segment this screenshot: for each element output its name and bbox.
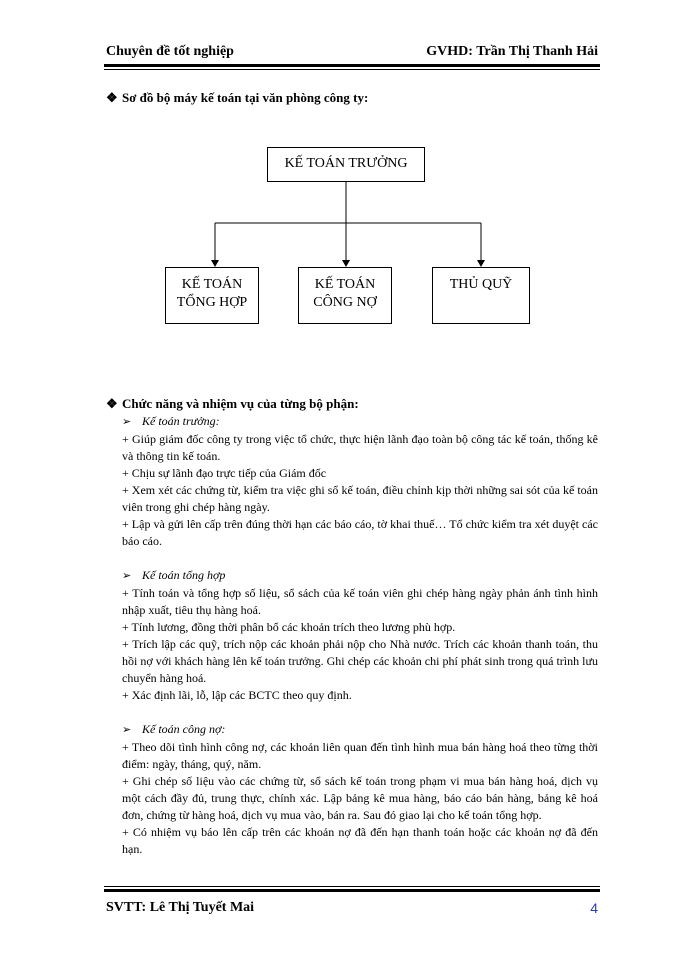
org-box-treasurer-line1: THỦ QUỸ xyxy=(449,277,513,292)
org-box-debt xyxy=(298,267,392,324)
org-box-root-label: KẾ TOÁN TRƯỞNG xyxy=(284,156,408,171)
footer-author: SVTT: Lê Thị Tuyết Mai xyxy=(106,900,255,915)
section-general-item: + Trích lập các quỹ, trích nộp các khoản phải nộp cho Nhà nước. Trích các khoản thanh toán, thu hồi nợ với khách hàng lên kế toán trưởng. Ghi chép các khoản chi phí phát sinh trong quá trình lưu chuyển hàng hoá. xyxy=(122,637,598,685)
section-general-item: + Tính lương, đồng thời phân bổ các khoản trích theo lương phù hợp. xyxy=(122,620,456,634)
functions-heading-text: Chức năng và nhiệm vụ của từng bộ phận: xyxy=(122,396,359,411)
section-chief-item: + Lập và gửi lên cấp trên đúng thời hạn các báo cáo, tờ khai thuế… Tổ chức kiểm tra xét duyệt các báo cáo. xyxy=(122,517,598,548)
section-debt-item: + Có nhiệm vụ báo lên cấp trên các khoản nợ đã đến hạn thanh toán hoặc các khoản nợ đã đến hạn. xyxy=(122,825,598,856)
diamond-bullet-icon: ❖ xyxy=(106,90,118,105)
org-box-debt-line1: KẾ TOÁN xyxy=(314,277,376,292)
section-title-debt: ➢ Kế toán công nợ: xyxy=(122,721,598,739)
section-title-general: ➢ Kế toán tổng hợp xyxy=(122,567,598,585)
functions-body xyxy=(122,413,598,858)
section-chief-item: + Giúp giám đốc công ty trong việc tổ chức, thực hiện lãnh đạo toàn bộ công tác kế toán, thống kê và thông tin kế toán. xyxy=(122,432,598,463)
section-debt-item: + Theo dõi tình hình công nợ, các khoản liên quan đến tình hình mua bán hàng hoá theo từng thời điểm: ngày, tháng, quý, năm. xyxy=(122,740,598,771)
header-left: Chuyên đề tốt nghiệp xyxy=(106,44,234,59)
arrow-bullet-icon: ➢ xyxy=(122,416,132,428)
org-box-general xyxy=(165,267,259,324)
header-right: GVHD: Trần Thị Thanh Hải xyxy=(426,44,598,59)
org-box-general-line2: TỔNG HỢP xyxy=(176,295,248,310)
footer-rule-thin xyxy=(104,886,600,887)
arrow-bullet-icon: ➢ xyxy=(122,724,132,736)
org-box-debt-line2: CÔNG NỢ xyxy=(313,295,377,310)
diamond-bullet-icon: ❖ xyxy=(106,396,118,411)
section-chief-item: + Chịu sự lãnh đạo trực tiếp của Giám đốc xyxy=(122,466,327,480)
org-chart-connectors xyxy=(0,0,700,400)
footer-rule-thick xyxy=(104,889,600,892)
section-general-item: + Tính toán và tổng hợp số liệu, sổ sách của kế toán viên ghi chép hàng ngày phản ánh tình hình nhập xuất, tiêu thụ hàng hoá. xyxy=(122,586,598,617)
arrow-bullet-icon: ➢ xyxy=(122,570,132,582)
org-box-general-line1: KẾ TOÁN xyxy=(181,277,243,292)
section-title-chief: ➢ Kế toán trưởng: xyxy=(122,413,598,431)
org-heading-text: Sơ đồ bộ máy kế toán tại văn phòng công ty: xyxy=(122,90,369,105)
org-box-root xyxy=(267,147,425,182)
section-debt-item: + Ghi chép số liệu vào các chứng từ, sổ sách kế toán trong phạm vi mua bán hàng hoá, dịch vụ một cách đầy đủ, trung thực, chính xác. Lập bảng kê mua hàng, báo cáo bán hàng, bảng kê hoá đơn, chứng từ hàng hoá, dịch vụ mua vào, bán ra. Sau đó giao lại cho kế toán tổng hợp. xyxy=(122,774,598,822)
org-box-treasurer xyxy=(432,267,530,324)
section-chief-item: + Xem xét các chứng từ, kiểm tra việc ghi sổ kế toán, điều chỉnh kịp thời những sai sót của kế toán viên trong ghi chép hàng ngày. xyxy=(122,483,598,514)
page-number: 4 xyxy=(590,900,598,916)
section-general-item: + Xác định lãi, lỗ, lập các BCTC theo quy định. xyxy=(122,688,352,702)
functions-heading xyxy=(106,396,359,412)
